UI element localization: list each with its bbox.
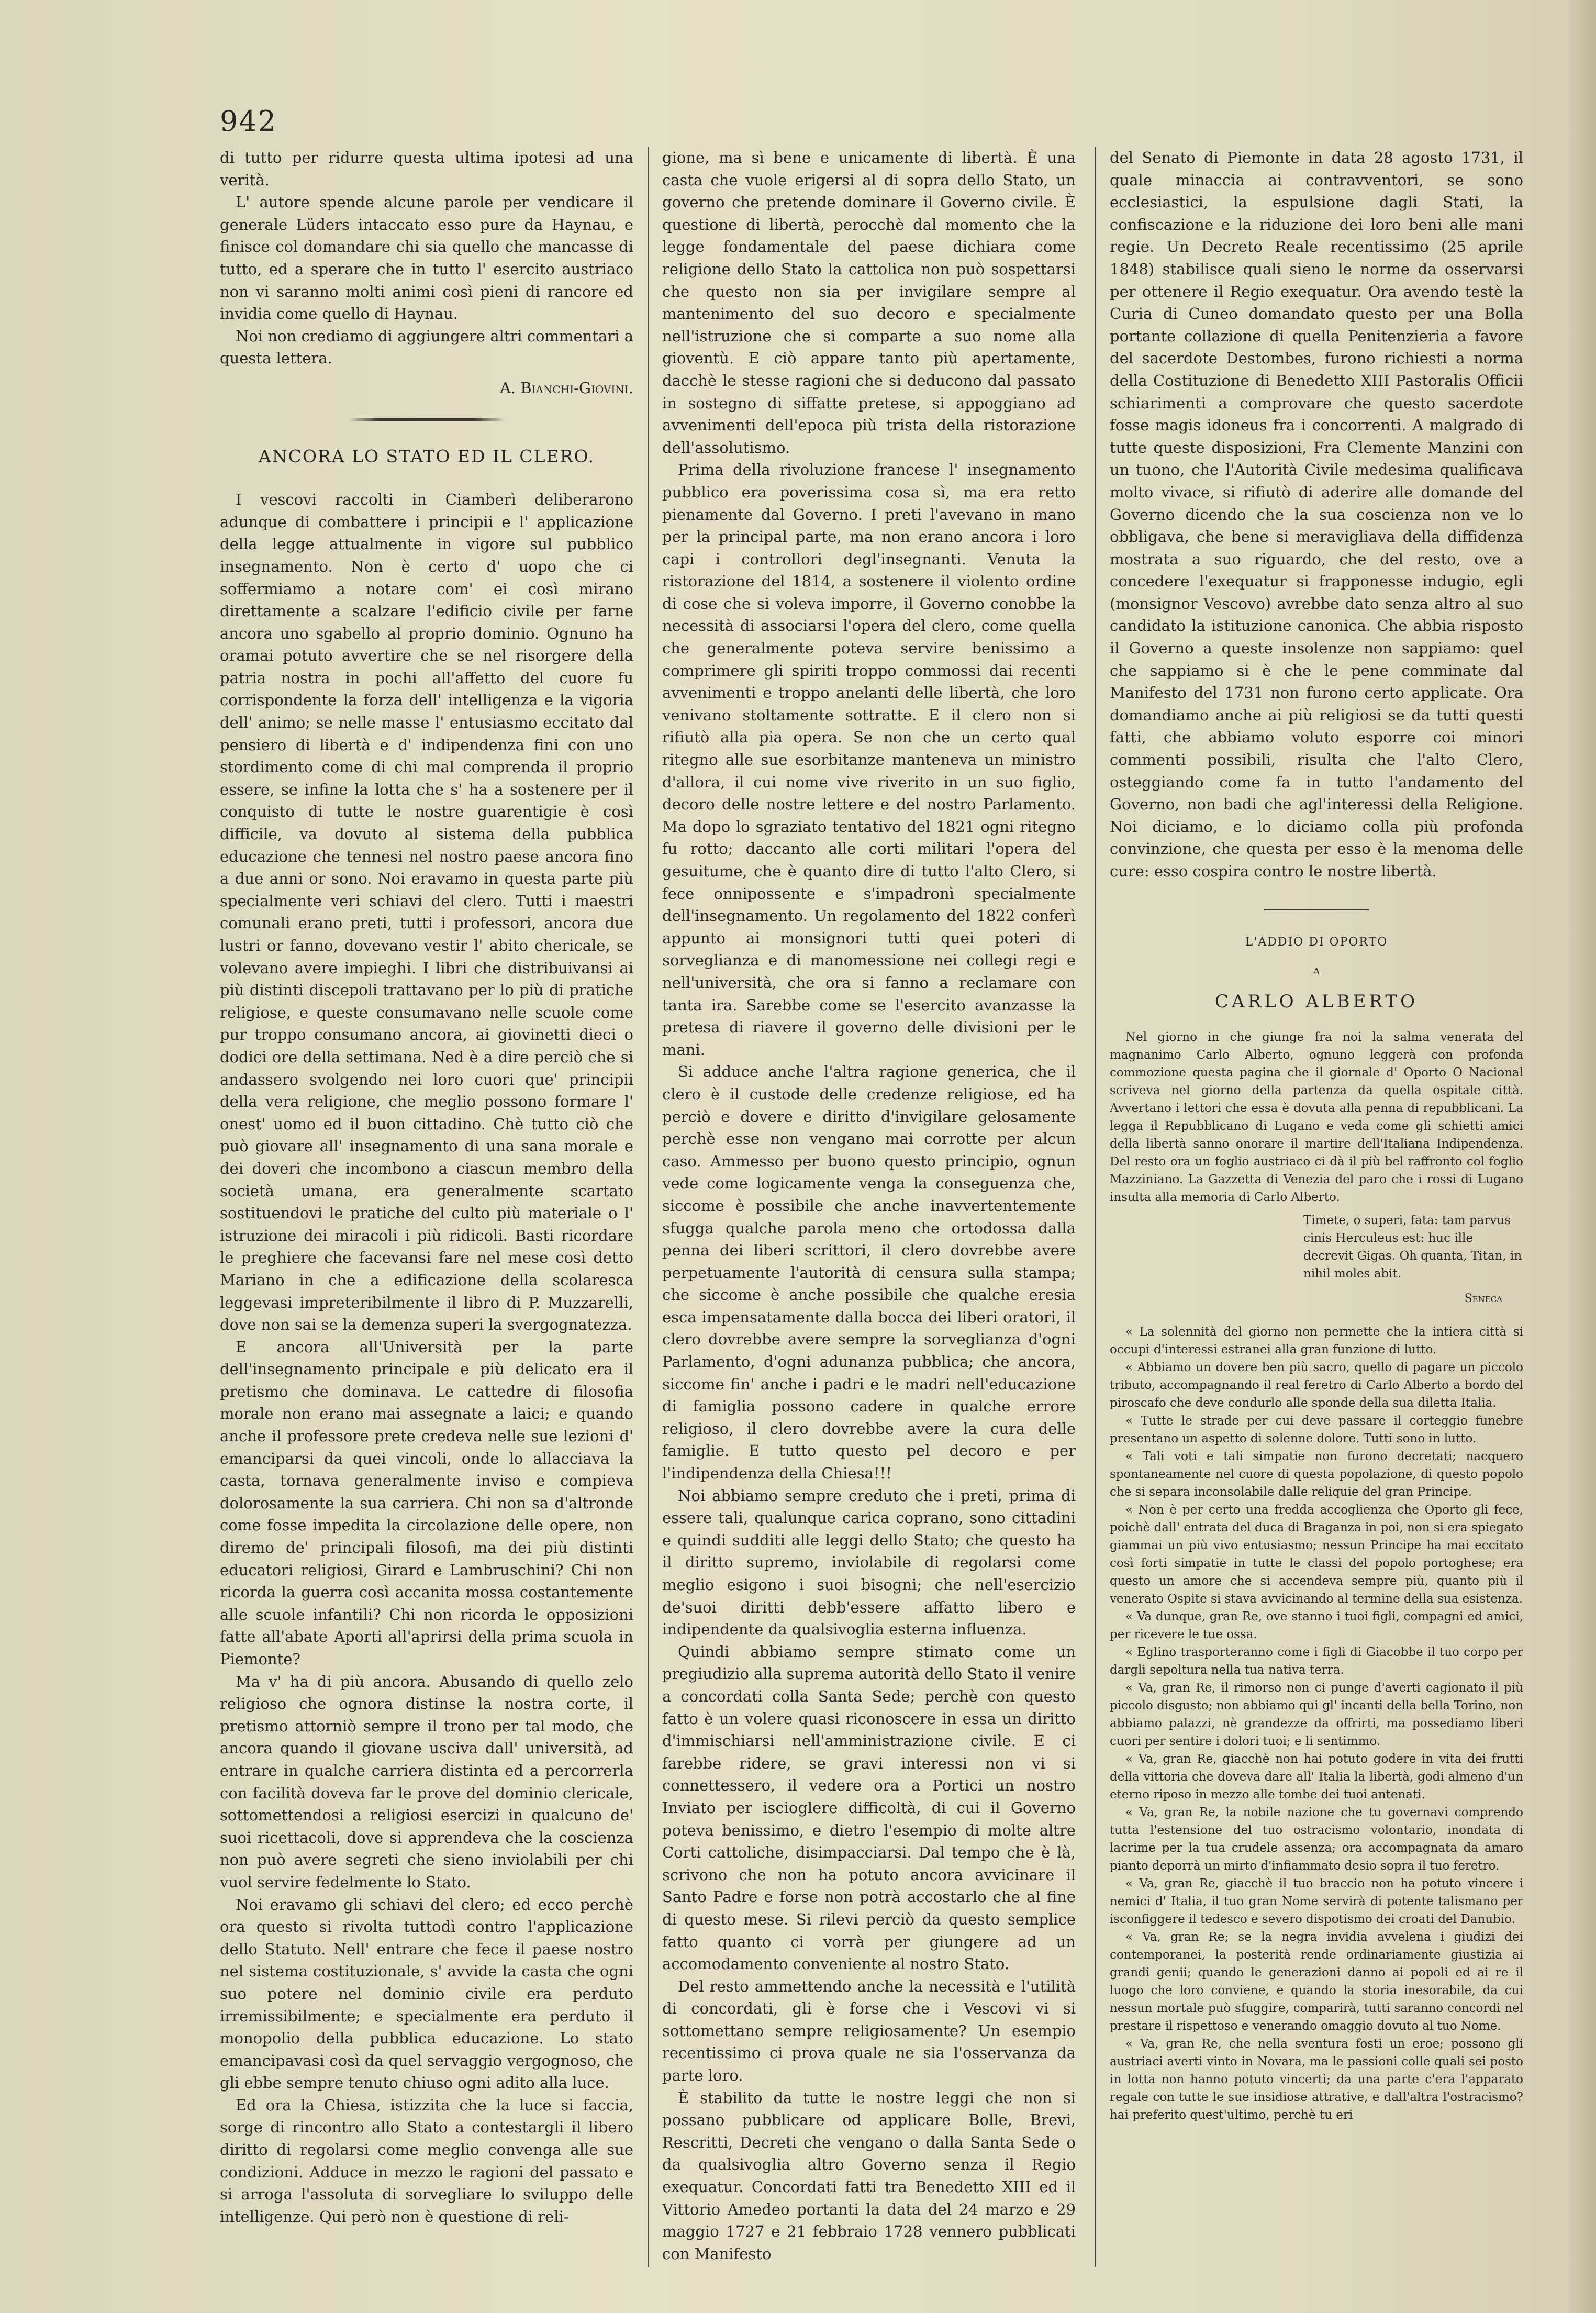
paragraph: Noi abbiamo sempre creduto che i preti, prima di essere tali, qualunque carica coprano, sono cittadini e quindi sudditi alle leggi dello Stato; che questo ha il diritto supremo, inviolabile di regolarsi come meglio esigono i suoi bisogni; che nell'esercizio de'suoi diritti debb'essere affatto libero e indipendente da qualsivoglia esterna influenza.	[662, 1486, 1076, 1639]
article-heading: ANCORA LO STATO ED IL CLERO.	[258, 446, 595, 466]
list-item: « Abbiamo un dovere ben più sacro, quello di pagare un piccolo tributo, accompagnando il real feretro di Carlo Alberto a bordo del piroscafo che deve condurlo alle sponde della sua diletta Italia.	[1110, 1360, 1523, 1410]
article-heading-connector: A	[1313, 966, 1320, 977]
list-item: « Va, gran Re; se la negra invidia avvelena i giudizi dei contemporanei, la posterità rende ordinariamente giustizia ai grandi genii; quando le generazioni danno ai popoli ed ai re il luogo che loro conviene, e quando la storia inesorabile, da cui nessun mortale può sfuggire, comparirà, tutti saranno concordi nel prestare il rispettoso e venerando omaggio dovuto al tuo Nome.	[1110, 1930, 1523, 2033]
newspaper-page	[220, 105, 1539, 2283]
paragraph: Prima della rivoluzione francese l' insegnamento pubblico era poverissima cosa sì, ma era retto pienamente dal Governo. I preti l'avevano in mano per la principal parte, ma non erano ancora i loro capi i controllori degl'insegnanti. Venuta la ristorazione del 1814, a sostenere il violento ordine di cose che si voleva imporre, il Governo conobbe la necessità di associarsi l'opera del clero, come quella che generalmente poteva servire benissimo a comprimere gli spiriti troppo commossi dai recenti avvenimenti e troppo anelanti delle libertà, che loro venivano stoltamente sottratte. E il clero non si rifiutò alla pia opera. Se non che un certo qual ritegno alle sue esorbitanze manteneva un ministro d'allora, il cui nome vive riverito in un suo figlio, decoro delle nostre lettere e del nostro Parlamento. Ma dopo lo sgraziato tentativo del 1821 ogni ritegno fu rotto; daccanto alle corti militari l'opera del gesuitume, che è quanto dire di tutto l'alto Clero, si fece onnipossente e s'impadronì specialmente dell'insegnamento. Un regolamento del 1822 conferì appunto ai monsignori tutti quei poteri di sorveglianza e di manomessione nei collegi regi e nell'università, che ora si fanno a reclamare con tanta ira. Sarebbe come se l'esercito avanzasse la pretesa di riavere il governo delle divisioni per le mani.	[662, 461, 1076, 1059]
paragraph: Quindi abbiamo sempre stimato come un pregiudizio alla suprema autorità dello Stato il venire a concordati colla Santa Sede; perchè con questo fatto è un volere quasi riconoscere in essa un diritto d'immischiarsi nell'amministrazione civile. E ci farebbe ridere, se gravi interessi non vi si connettessero, il vedere ora a Portici un nostro Inviato per iscioglere difficoltà, di cui il Governo poteva benissimo, e dietro l'esempio di molte altre Corti cattoliche, disimpacciarsi. Dal tempo che è là, scrivono che non ha potuto ancora avvicinare il Santo Padre e forse non potrà accostarlo che al fine di questo mese. Si rilevi perciò da questo semplice fatto quanto ci vorrà per giungere ad un accomodamento conveniente al nostro Stato.	[662, 1642, 1076, 1973]
paragraph: È stabilito da tutte le nostre leggi che non si possano pubblicare od applicare Bolle, Brevi, Rescritti, Decreti che vengano o dalla Santa Sede o da qualsivoglia altro Governo senza il Regio exequatur. Concordati fatti tra Benedetto XIII ed il Vittorio Amedeo portanti la data del 24 marzo e 29 maggio 1727 e 21 febbraio 1728 vennero pubblicati con Manifesto	[662, 2088, 1076, 2263]
paragraph: Ma v' ha di più ancora. Abusando di quello zelo religioso che ognora distinse la nostra corte, il pretismo attorniò sempre il trono per tal modo, che ancora quando il giovane usciva dall' università, ad entrare in qualche carriera distinta ed a percorrerla con facilità doveva far le prove del dominio clericale, sottomettendosi a religiosi esercizi in qualcuno de' suoi ricettacoli, dove si apprendeva che la coscienza non può avere segreti che sieno inviolabili per chi vuol servire fedelmente lo Stato.	[220, 1672, 633, 1891]
column-divider	[648, 147, 649, 2267]
column-divider	[1095, 147, 1096, 2267]
paragraph: L' autore spende alcune parole per vendicare il generale Lüders intaccato esso pure da Haynau, e finisce col domandare chi sia quello che mancasse di tutto, ed a sperare che in tutto l' esercito austriaco non vi saranno molti animi così pieni di rancore ed invidia come quello di Haynau.	[220, 193, 633, 323]
list-item: « Non è per certo una fredda accoglienza che Oporto gli fece, poichè dall' entrata del duca di Braganza in poi, non si era spiegato giammai un più vivo entusiasmo; nessun Principe ha mai eccitato così forti simpatie in tutte le classi del popolo portoghese; era questo un amore che si accendeva sempre più, quanto più il venerato Ospite si stava avvicinando al termine della sua esistenza.	[1110, 1503, 1523, 1606]
list-item: « Va, gran Re, il rimorso non ci punge d'averti cagionato il più piccolo disgusto; non abbiamo qui gl' incanti della bella Torino, non abbiamo palazzi, nè grandezze da offrirti, ma possediamo liberi cuori per sentire i dolori tuoi; e li sentimmo.	[1110, 1681, 1523, 1748]
article-heading-small: L'ADDIO DI OPORTO	[1245, 935, 1388, 949]
paragraph: Si adduce anche l'altra ragione generica, che il clero è il custode delle credenze religiose, ed ha perciò e dovere e diritto d'invigilare gelosamente perchè esse non vengano mai corrotte per alcun caso. Ammesso per buono questo principio, ognun vede come logicamente venga la conseguenza che, siccome è possibile che anche inavvertentemente sfugga qualche parola meno che ortodossa dalla penna dei liberi scrittori, il clero dovrebbe avere perpetuamente l'autorità di censura sulla stampa; che siccome è anche possibile che qualche eresia esca impensatamente dalla bocca dei liberi oratori, il clero dovrebbe avere sempre la sorveglianza d'ogni Parlamento, d'ogni adunanza pubblica; che ancora, siccome fin' anche i padri e le madri nell'educazione di famiglia possono cadere in qualche errore religioso, il clero dovrebbe avere la cura delle famiglie. E tutto questo pel decoro e per l'indipendenza della Chiesa!!!	[662, 1063, 1076, 1483]
list-item: « Eglino trasporteranno come i figli di Giacobbe il tuo corpo per dargli sepoltura nella tua nativa terra.	[1110, 1645, 1523, 1677]
epigraph-author: Seneca	[1464, 1292, 1502, 1306]
list-item: « Va, gran Re, che nella sventura fosti un eroe; possono gli austriaci averti vinto in Novara, ma le passioni colle quali sei posto in lotta non hanno potuto vincerti; da una parte c'era l'apparato regale con tutte le sue insidiose attrative, e dall'altra l'ostracismo? hai preferito quest'ultimo, perchè tu eri	[1110, 2037, 1523, 2122]
paragraph: Ed ora la Chiesa, istizzita che la luce si faccia, sorge di rincontro allo Stato a contestargli il libero diritto di regolarsi come meglio convenga alle sue condizioni. Adduce in mezzo le ragioni del passato e si arroga l'assoluta di sorvegliare lo sviluppo delle intelligenze. Qui però non è questione di reli-	[220, 2096, 633, 2226]
list-item: « Va dunque, gran Re, ove stanno i tuoi figli, compagni ed amici, per ricevere le tue ossa.	[1110, 1609, 1523, 1641]
list-item: « Tutte le strade per cui deve passare il corteggio funebre presentano un aspetto di solenne dolore. Tutti sono in lutto.	[1110, 1414, 1523, 1445]
paragraph: I vescovi raccolti in Ciamberì deliberarono adunque di combattere i principii e l' applicazione della legge attualmente in vigore sul pubblico insegnamento. Non è certo d' uopo che ci soffermiamo a notare com' ei così mirano direttamente a scalzare l'edificio civile per farne ancora uno sgabello al proprio dominio. Ognuno ha oramai potuto avvertire che se nel risorgere della patria nostra in pochi all'affetto del cuore fu corrispondente la forza dell' intelligenza e la vigoria dell' animo; se nelle masse l' entusiasmo eccitato dal pensiero di libertà e d' indipendenza fini con uno stordimento come di chi mal comprenda il proprio essere, se infine la lotta che s' ha a sostenere per il conquisto di tutte le nostre guarentigie è così difficile, va dovuto al sistema della pubblica educazione che tennesi nel nostro paese ancora fino a due anni or sono. Noi eravamo in questa parte più specialmente veri schiavi del clero. Tutti i maestri comunali erano preti, tutti i professori, ancora due lustri or fanno, dovevano vestir l' abito chericale, se volevano avere impieghi. I libri che distribuivansi ai più distinti discepoli trattavano per lo più di pratiche religiose, e queste consumavano nelle scuole come pur troppo consumano ancora, ai giovinetti dieci o dodici ore della settimana. Ned è a dire perciò che si andassero svolgendo nei loro cuori que' principii della vera religione, che meglio possono formare l' onest' uomo ed il buon cittadino. Chè tutto ciò che può giovare all' insegnamento di una sana morale e dei doveri che incombono a ciascun membro della società umana, era generalmente scartato sostituendovi le pratiche del culto più materiale o l' istruzione dei miracoli i più ridicoli. Basti ricordare le preghiere che facevansi fare nel mese così detto Mariano in che a edificazione della scolaresca leggevasi impreteribilmente il libro di P. Muzzarelli, dove non sai se la demenza superi la svergognatezza.	[220, 491, 633, 1334]
sheet-edge	[1565, 0, 1596, 2313]
article-separator	[348, 418, 505, 421]
list-item: « Va, gran Re, giacchè non hai potuto godere in vita dei frutti della vittoria che doveva dare all' Italia la libertà, godi almeno d'un eterno riposo in mezzo alle tombe dei tuoi antenati.	[1110, 1752, 1523, 1802]
paragraph: Del resto ammettendo anche la necessità e l'utilità di concordati, gli è forse che i Vescovi vi si sottomettano sempre religiosamente? Un esempio recentissimo ci prova quale ne sia l'osservanza da parte loro.	[662, 1977, 1076, 2085]
paragraph: gione, ma sì bene e unicamente di libertà. È una casta che vuole erigersi al di sopra dello Stato, un governo che pretende dominare il Governo civile. È questione di libertà, perocchè dal momento che la legge fondamentale del paese dichiara come religione dello Stato la cattolica non può sospettarsi che questo non sia per invigilare sempre al mantenimento del suo decoro e specialmente nell'istruzione che si comparte a suo nome alla gioventù. E ciò appare tanto più apertamente, dacchè le stesse ragioni che si deducono dal passato in sostegno di siffatte pretese, si appoggiano ad avvenimenti dell'epoca più trista della ristorazione dell'assolutismo.	[662, 149, 1076, 457]
column-3	[1110, 147, 1523, 2272]
paragraph: Noi eravamo gli schiavi del clero; ed ecco perchè ora questo si rivolta tuttodì contro l'applicazione dello Statuto. Nell' entrare che fece il paese nostro nel sistema costituzionale, s' avvide la casta che ogni suo potere nel dominio civile era perduto irremissibilmente; e specialmente era perduto il monopolio della pubblica educazione. Lo stato emancipavasi così da quel servaggio vergognoso, che gli ebbe sempre tenuto chiuso ogni adito alla luce.	[220, 1895, 633, 2092]
list-item: « La solennità del giorno non permette che la intiera città si occupi d'interessi estranei alla gran funzione di lutto.	[1110, 1325, 1523, 1356]
article-separator	[1264, 909, 1369, 910]
list-item: « Va, gran Re, giacchè il tuo braccio non ha potuto vincere i nemici d' Italia, il tuo gran Nome servirà di potente talismano per isconfiggere il tedesco e severo dispotismo dei croati del Danubio.	[1110, 1876, 1523, 1926]
article-heading: CARLO ALBERTO	[1215, 991, 1418, 1012]
paragraph: del Senato di Piemonte in data 28 agosto 1731, il quale minaccia ai contravventori, se sono ecclesiastici, la espulsione dagli Stati, la confiscazione e la riduzione dei loro beni alle mani regie. Un Decreto Reale recentissimo (25 aprile 1848) stabilisce quali sieno le norme da osservarsi per ottenere il Regio exequatur. Ora avendo testè la Curia di Cuneo domandato questo per una Bolla portante collazione di quella Penitenzieria a favore del sacerdote Destombes, furono richiesti a norma della Costituzione di Benedetto XIII Pastoralis Officii schiarimenti a comprovare che questo sacerdote fosse magis idoneus fra i concorrenti. A malgrado di tutte queste disposizioni, Fra Clemente Manzini con un tuono, che l'Autorità Civile medesima qualificava molto vivace, si rifiutò di aderire alle domande del Governo dicendo che la sua coscienza non ve lo obbligava, che bene si meravigliava della diffidenza mostrata a suo riguardo, che del resto, ove a concedere l'exequatur si frapponesse indugio, egli (monsignor Vescovo) avrebbe dato senza altro al suo candidato la istituzione canonica. Che abbia risposto il Governo a queste insolenze non sappiamo: quel che sappiamo si è che le pene comminate dal Manifesto del 1731 non furono certo applicate. Ora domandiamo anche ai più religiosi se da tutti questi fatti, che abbiamo voluto esporre coi minori commenti possibili, risulta che l'alto Clero, osteggiando come fa in tutto l'andamento del Governo, non badi che agl'interessi della Religione. Noi diciamo, e lo diciamo colla più profonda convinzione, che questa per esso è la menoma delle cure: esso cospira contro le nostre libertà.	[1110, 149, 1523, 880]
paragraph: di tutto per ridurre questa ultima ipotesi ad una verità.	[220, 149, 633, 189]
list-item: « Tali voti e tali simpatie non furono decretati; nacquero spontaneamente nel cuore di questa popolazione, di questo popolo che si separa inconsolabile dalle reliquie del gran Principe.	[1110, 1449, 1523, 1499]
column-2	[662, 147, 1076, 2272]
column-1	[220, 147, 633, 2272]
article-intro: Nel giorno in che giunge fra noi la salma venerata del magnanimo Carlo Alberto, ognuno leggerà con profonda commozione questa pagina che il giornale d' Oporto O Nacional scriveva nel giorno della partenza da quella ospitale città. Avvertano i lettori che essa è dovuta alla penna di repubblicani. La legga il Repubblicano di Lugano e veda come gli schietti amici della libertà sanno onorare il martire dell'Italiana Indipendenza. Del resto ora un foglio austriaco ci dà il più bel raffronto col foglio Mazziniano. La Gazzetta di Venezia del paro che i rossi di Lugano insulta alla memoria di Carlo Alberto.	[1110, 1030, 1523, 1205]
paragraph: E ancora all'Università per la parte dell'insegnamento principale e più delicato era il pretismo che dominava. Le cattedre di filosofia morale non erano mai assegnate a laici; e quando anche il professore prete credeva nelle sue lezioni d' emanciparsi da quei vincoli, onde lo allacciava la casta, tornava generalmente inviso e compieva dolorosamente la sua carriera. Chi non sa d'altronde come fosse impedita la circolazione delle opere, non diremo de' principali filosofi, ma dei più distinti educatori religiosi, Girard e Lambruschini? Chi non ricorda la guerra così accanita mossa costantemente alle scuole infantili? Chi non ricorda le opposizioni fatte all'abate Aporti all'aprirsi della prima scuola in Piemonte?	[220, 1338, 633, 1668]
paragraph: Noi non crediamo di aggiungere altri commentari a questa lettera.	[220, 327, 633, 368]
page-number: 942	[220, 105, 277, 138]
epigraph: Timete, o superi, fata: tam parvus cinis Herculeus est: huc ille decrevit Gigas. Oh quanta, Titan, in nihil moles abit.	[1303, 1214, 1522, 1281]
article-signature: A. Bianchi-Giovini.	[499, 379, 633, 397]
list-item: « Va, gran Re, la nobile nazione che tu governavi comprendo tutta l'estensione del tuo ostracismo volontario, inondata di lacrime per la tua crudele assenza; ora accompagnata da amaro pianto deporrà un mirto d'infiammato desio sopra il tuo feretro.	[1110, 1805, 1523, 1873]
